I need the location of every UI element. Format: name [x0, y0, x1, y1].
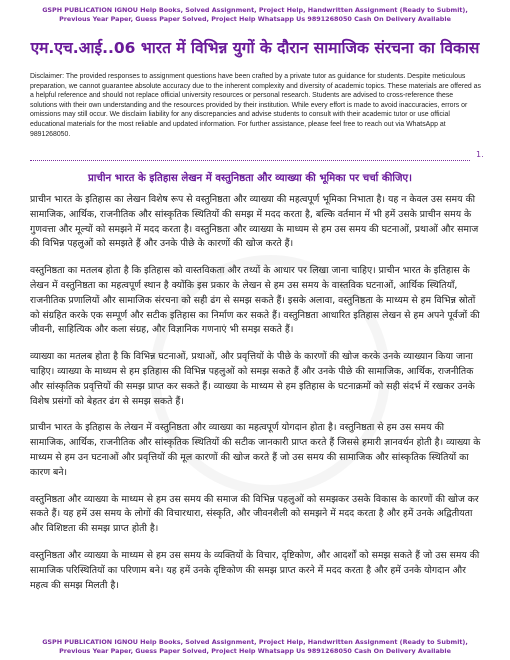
page-title: एम.एच.आई..06 भारत में विभिन्न युगों के दौरान सामाजिक संरचना का विकास [30, 39, 480, 57]
answer-paragraph: वस्तुनिष्ठता और व्याख्या के माध्यम से हम उस समय के व्यक्तियों के विचार, दृष्टिकोण, और आदर्शों को समझ सकते हैं जो उस समय की सामाजिक परिस्थितियों का परिणाम बने। यह हमें उनके दृष्टिकोण की समझ प्राप्त करने में मदद करता है और हमें उनके योगदान और महत्व की समझ मिलती है। [30, 549, 480, 591]
footer-line-1: GSPH PUBLICATION IGNOU Help Books, Solved Assignment, Project Help, Handwritten Assignment (Ready to Submit), [42, 638, 468, 646]
answer-paragraph: प्राचीन भारत के इतिहास का लेखन विशेष रूप से वस्तुनिष्ठता और व्याख्या की महत्वपूर्ण भूमिका निभाता है। यह न केवल उस समय की सामाजिक, आर्थिक, राजनीतिक और सांस्कृतिक स्थितियों की समझ में मदद करता है, बल्कि वर्तमान में भी हमें उसके प्राचीन समय के गुणवत्ता और मूल्यों को समझने में मदद करता है। वस्तुनिष्ठता और व्याख्या के माध्यम से हम उस समय की घटनाओं, प्रथाओं और समाज की विभिन्न पहलुओं को समझते हैं और उनके पीछे के कारणों की खोज करते हैं। [30, 194, 479, 250]
answer-paragraph: वस्तुनिष्ठता और व्याख्या के माध्यम से हम उस समय की समाज की विभिन्न पहलुओं को समझकर उसके विकास के कारणों की खोज कर सकते हैं। यह हमें उस समय के लोगों की विचारधारा, संस्कृति, और जीवनशैली को समझने में मदद करता है और हमें उनके अद्वितीयता और विशिष्टता की समझ प्राप्त होती है। [30, 493, 479, 535]
page-header [20, 6, 490, 24]
header-line-2: Previous Year Paper, Guess Paper Solved, Project Help Whatsapp Us 9891268050 Cash On Delivery Available [59, 15, 451, 23]
question-divider [30, 160, 470, 161]
answer-body [30, 193, 482, 605]
question-number: 1. [476, 150, 484, 159]
question-heading: प्राचीन भारत के इतिहास लेखन में वस्तुनिष्ठता और व्याख्या की भूमिका पर चर्चा कीजिए। [87, 173, 413, 184]
page-footer [20, 638, 490, 656]
answer-paragraph: प्राचीन भारत के इतिहास के लेखन में वस्तुनिष्ठता और व्याख्या का महत्वपूर्ण योगदान होता है। वस्तुनिष्ठता से हम उस समय की सामाजिक, आर्थिक, राजनीतिक और सांस्कृतिक स्थितियों की सटीक जानकारी प्राप्त करते हैं जिससे हमारी ज्ञानवर्धन होती है। व्याख्या के माध्यम से हम उन घटनाओं और प्रवृत्तियों की मूल कारणों की खोज करते हैं जो उस समय की सामाजिक और सांस्कृतिक स्थितियों का कारण बने। [30, 422, 481, 478]
footer-line-2: Previous Year Paper, Guess Paper Solved, Project Help Whatsapp Us 9891268050 Cash On Delivery Available [59, 647, 451, 655]
answer-paragraph: व्याख्या का मतलब होता है कि विभिन्न घटनाओं, प्रथाओं, और प्रवृत्तियों के पीछे के कारणों की खोज करके उनके व्याख्यान किया जाना चाहिए। व्याख्या के माध्यम से हम इतिहास की विभिन्न पहलुओं को समझ सकते हैं और उनके पीछे की सामाजिक, आर्थिक, राजनीतिक और सांस्कृतिक प्रवृत्तियों की समझ प्राप्त कर सकते हैं। व्याख्या के माध्यम से हम इतिहास के घटनाक्रमों को सही संदर्भ में रखकर उनके विशेष प्रसंगों को बेहतर ढंग से समझ सकते हैं। [30, 351, 475, 407]
answer-paragraph: वस्तुनिष्ठता का मतलब होता है कि इतिहास को वास्तविकता और तथ्यों के आधार पर लिखा जाना चाहिए। प्राचीन भारत के इतिहास के लेखन में वस्तुनिष्ठता का महत्वपूर्ण स्थान है क्योंकि इस प्रकार के लेखन से हम उस समय के वास्तविक घटनाओं, आर्थिक स्थितियाँ, राजनीतिक प्रणालियों और सामाजिक संरचना को सही ढंग से समझ सकते हैं। इसके अलावा, वस्तुनिष्ठता के माध्यम से हम विभिन्न स्रोतों को संग्रहित करके एक सम्पूर्ण और सटीक इतिहास का निर्माण कर सकते हैं। वस्तुनिष्ठता आधारित इतिहास लेखन से हम अपने पूर्वजों की जीवनी, साहित्यिक और कला संग्रह, और विज्ञानिक गणनाएं भी समझ सकते हैं। [30, 265, 480, 336]
disclaimer-text: Disclaimer: The provided responses to assignment questions have been crafted by a private tutor as guidance for students. Despite meticulous preparation, we cannot guarantee absolute accuracy due to the inherent complexity and diversity of academic topics. These materials are offered as a helpful reference and should not replace official university resources or personal research. Students are advised to cross-reference these solutions with their own understanding and the resources provided by their institution. While every effort is made to avoid inaccuracies, errors or omissions may still occur. We disclaim liability for any discrepancies and advise students to consult with their academic tutor or use official educational materials for the most reliable and updated information. For further assistance, please feel free to reach out via WhatsApp at 9891268050. [30, 73, 481, 138]
header-line-1: GSPH PUBLICATION IGNOU Help Books, Solved Assignment, Project Help, Handwritten Assignment (Ready to Submit), [42, 6, 468, 14]
